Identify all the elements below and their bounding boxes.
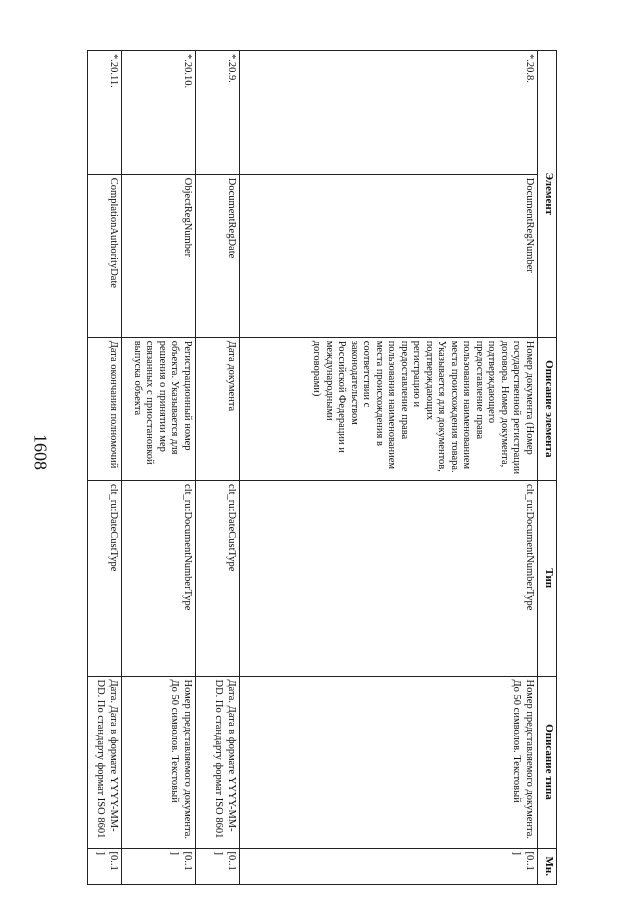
multiplicity: [0..1 ] (88, 848, 122, 885)
header-multiplicity: Мн. (538, 848, 557, 885)
type-description: Дата. Дата в формате YYYY-MM-DD. По стандарту формат ISO 8601 (196, 676, 240, 848)
element-name: DocumentRegNumber (240, 174, 538, 337)
element-description: Дата документа (196, 337, 240, 480)
type-name: clt_ru:DateCustType (196, 481, 240, 676)
table-row (88, 51, 122, 885)
type-description: Номер представляемого документа. До 50 символов. Текстовый (240, 676, 538, 848)
table-header-row (538, 51, 557, 885)
type-name: clt_ru:DateCustType (88, 481, 122, 676)
row-number: *.20.11. (88, 51, 122, 175)
element-name: ObjectRegNumber (122, 174, 196, 337)
header-element: Элемент (538, 51, 557, 338)
type-name: clt_ru:DocumentNumberType (122, 481, 196, 676)
row-number: *.20.9. (196, 51, 240, 175)
type-name: clt_ru:DocumentNumberType (240, 481, 538, 676)
page-number: 1608 (30, 434, 51, 470)
header-type: Тип (538, 481, 557, 676)
multiplicity: [0..1 ] (240, 848, 538, 885)
element-name: DocumentRegDate (196, 174, 240, 337)
header-type-description: Описание типа (538, 676, 557, 848)
document-table-rotated (87, 50, 557, 885)
type-description: Номер представляемого документа. До 50 символов. Текстовый (122, 676, 196, 848)
header-element-description: Описание элемента (538, 337, 557, 480)
element-description: Регистрационный номер объекта. Указывается для решения о принятии мер связанных с приостановкой выпуска объекта (122, 337, 196, 480)
row-number: *.20.8. (240, 51, 538, 175)
multiplicity: [0..1 ] (196, 848, 240, 885)
elements-table (87, 50, 557, 885)
table-row (240, 51, 538, 885)
row-number: *.20.10. (122, 51, 196, 175)
table-row (196, 51, 240, 885)
element-description: Номер документа (Номер государственной регистрации договора. Номер документа, подтверждающего предоставление права пользования наименованием места происхождения товара. Указывается для документов, подтверждающих регистрацию и предоставление права пользования наименованием места происхождения в соответствии с законодательством Российской Федерации и международными договорами) (240, 337, 538, 480)
table-row (122, 51, 196, 885)
multiplicity: [0..1 ] (122, 848, 196, 885)
type-description: Дата. Дата в формате YYYY-MM-DD. По стандарту формат ISO 8601 (88, 676, 122, 848)
element-name: ComplationAuthorityDate (88, 174, 122, 337)
element-description: Дата окончания полномочий (88, 337, 122, 480)
